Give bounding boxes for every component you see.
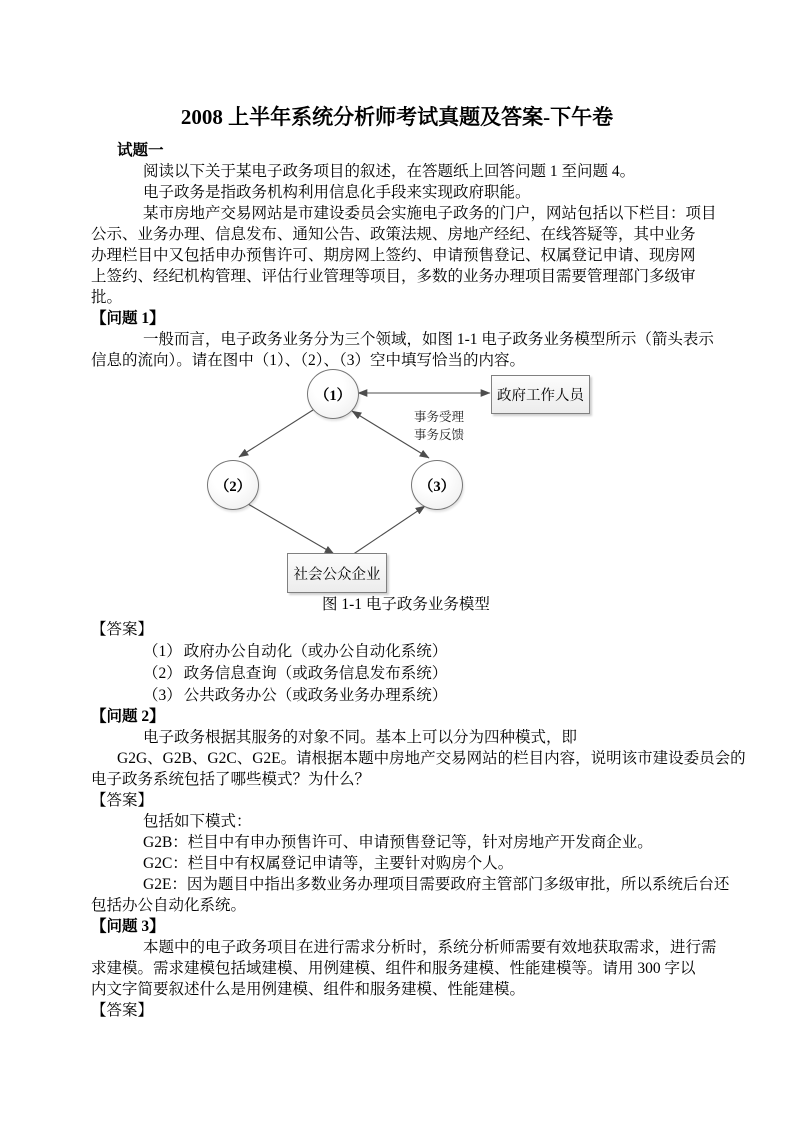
diagram-node-2-label: （2） bbox=[214, 478, 252, 495]
answer-item-text: 公共政务办公（或政务业务办理系统） bbox=[183, 687, 448, 704]
arrow-label-transactions bbox=[414, 408, 464, 444]
diagram-node-1-label: （1） bbox=[314, 387, 352, 404]
intro-line: 某市房地产交易网站是市建设委员会实施电子政务的门户，网站包括以下栏目：项目 bbox=[143, 205, 717, 222]
answer-item-num: （1） bbox=[143, 643, 182, 660]
question2-line: 电子政务根据其服务的对象不同。基本上可以分为四种模式，即 bbox=[143, 729, 578, 746]
question1-heading: 【问题 1】 bbox=[91, 310, 165, 327]
question3-line: 内文字简要叙述什么是用例建模、组件和服务建模、性能建模。 bbox=[91, 981, 526, 998]
answer3-heading: 【答案】 bbox=[91, 1002, 154, 1019]
diagram-caption: 图 1-1 电子政务业务模型 bbox=[322, 596, 490, 613]
answer2-line: G2B：栏目中有申办预售许可、申请预售登记等，针对房地产开发商企业。 bbox=[143, 834, 653, 851]
question2-line: 电子政务系统包括了哪些模式？为什么？ bbox=[91, 771, 371, 788]
answer2-line: G2E：因为题目中指出多数业务办理项目需要政府主管部门多级审批，所以系统后台还 bbox=[143, 876, 730, 893]
arrow-node2-public bbox=[248, 504, 334, 554]
answer2-line: G2C：栏目中有权属登记申请等，主要针对购房个人。 bbox=[143, 855, 514, 872]
diagram-node-1 bbox=[307, 369, 359, 419]
answer-item-text: 政务信息查询（或政务信息发布系统） bbox=[183, 665, 448, 682]
answer2-heading: 【答案】 bbox=[91, 792, 154, 809]
diagram-node-2 bbox=[207, 460, 259, 510]
answer-item-num: （3） bbox=[143, 687, 182, 704]
section-heading: 试题一 bbox=[117, 142, 164, 159]
diagram-node-3-label: （3） bbox=[418, 478, 456, 495]
arrow-node1-node2 bbox=[239, 410, 313, 457]
question3-heading: 【问题 3】 bbox=[91, 918, 165, 935]
intro-line: 电子政务是指政务机构利用信息化手段来实现政府职能。 bbox=[143, 184, 531, 201]
intro-line: 批。 bbox=[91, 289, 123, 306]
arrow-label-line2: 事务反馈 bbox=[414, 428, 465, 442]
answer2-line: 包括如下模式： bbox=[143, 813, 252, 830]
arrow-public-node3 bbox=[352, 506, 425, 555]
diagram-box-government bbox=[491, 375, 590, 414]
answer-item-text: 政府办公自动化（或办公自动化系统） bbox=[183, 643, 448, 660]
diagram-box-public-label: 社会公众企业 bbox=[293, 566, 381, 583]
diagram-box-public bbox=[287, 553, 387, 593]
answer1-item bbox=[143, 641, 447, 662]
answer-item-num: （2） bbox=[143, 665, 182, 682]
question2-heading: 【问题 2】 bbox=[91, 708, 165, 725]
question3-line: 求建模。需求建模包括域建模、用例建模、组件和服务建模、性能建模等。请用 300 字以 bbox=[91, 960, 696, 977]
diagram-box-government-label: 政府工作人员 bbox=[497, 388, 584, 404]
answer2-line: 包括办公自动化系统。 bbox=[91, 897, 247, 914]
question1-line: 一般而言，电子政务业务分为三个领域，如图 1-1 电子政务业务模型所示（箭头表示 bbox=[143, 331, 714, 348]
question3-line: 本题中的电子政务项目在进行需求分析时，系统分析师需要有效地获取需求，进行需 bbox=[143, 939, 717, 956]
intro-line: 办理栏目中又包括申办预售许可、期房网上签约、申请预售登记、权属登记申请、现房网 bbox=[91, 247, 696, 264]
question1-line: 信息的流向）。请在图中（1）、（2）、（3）空中填写恰当的内容。 bbox=[91, 352, 526, 369]
answer1-item bbox=[143, 663, 447, 684]
question2-line: G2G、G2B、G2C、G2E。请根据本题中房地产交易网站的栏目内容，说明该市建设委员会的 bbox=[117, 750, 746, 767]
answer1-item bbox=[143, 685, 447, 706]
diagram-node-3 bbox=[411, 460, 463, 510]
intro-line: 阅读以下关于某电子政务项目的叙述，在答题纸上回答问题 1 至问题 4。 bbox=[143, 163, 636, 180]
diagram-arrows bbox=[0, 360, 794, 620]
page-title: 2008 上半年系统分析师考试真题及答案-下午卷 bbox=[180, 105, 614, 129]
intro-line: 公示、业务办理、信息发布、通知公告、政策法规、房地产经纪、在线答疑等，其中业务 bbox=[91, 226, 696, 243]
answer1-heading: 【答案】 bbox=[91, 621, 154, 638]
arrow-label-line1: 事务受理 bbox=[414, 410, 465, 424]
intro-line: 上签约、经纪机构管理、评估行业管理等项目，多数的业务办理项目需要管理部门多级审 bbox=[91, 268, 696, 285]
